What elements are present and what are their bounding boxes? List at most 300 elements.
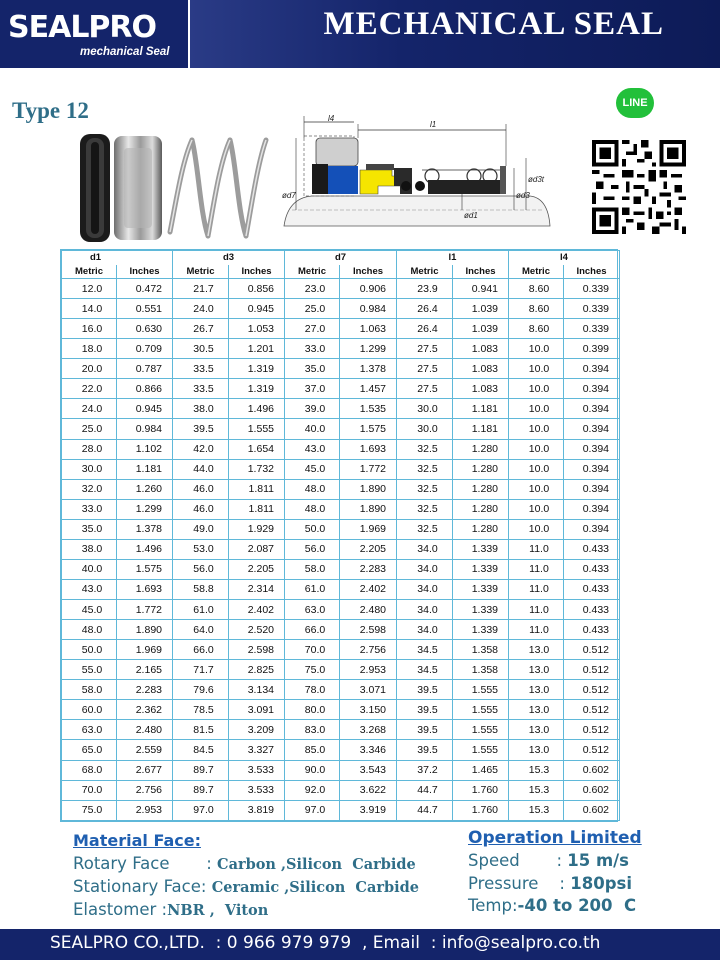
table-cell: 3.533 <box>229 780 285 800</box>
table-cell: 84.5 <box>173 740 229 760</box>
table-cell: 1.339 <box>453 539 509 559</box>
table-row <box>62 640 620 660</box>
table-cell: 33.5 <box>173 379 229 399</box>
table-cell: 48.0 <box>62 620 117 640</box>
table-cell: 2.756 <box>117 780 173 800</box>
table-cell: 1.772 <box>340 459 397 479</box>
product-photo <box>80 132 270 244</box>
table-cell: 1.299 <box>117 499 173 519</box>
table-cell: 3.919 <box>340 800 397 820</box>
table-cell: 10.0 <box>509 419 564 439</box>
table-cell: 1.201 <box>229 339 285 359</box>
table-cell: 3.268 <box>340 720 397 740</box>
table-cell: 1.693 <box>340 439 397 459</box>
table-row <box>62 359 620 379</box>
table-cell: 43.0 <box>285 439 340 459</box>
table-cell: 2.087 <box>229 539 285 559</box>
table-cell: 13.0 <box>509 700 564 720</box>
table-sub-header <box>62 265 620 279</box>
table-cell: 1.693 <box>117 579 173 599</box>
table-row <box>62 399 620 419</box>
table-row <box>62 680 620 700</box>
table-cell: 25.0 <box>285 299 340 319</box>
table-cell: 89.7 <box>173 760 229 780</box>
table-cell: 1.181 <box>117 459 173 479</box>
table-cell: 1.039 <box>453 299 509 319</box>
table-cell: 1.772 <box>117 600 173 620</box>
table-cell: 66.0 <box>173 640 229 660</box>
table-cell: 3.150 <box>340 700 397 720</box>
qr-code-icon[interactable] <box>592 140 686 234</box>
table-cell: 8.60 <box>509 319 564 339</box>
table-group-header <box>62 251 620 265</box>
table-cell: 0.394 <box>564 399 620 419</box>
table-cell: 1.555 <box>453 700 509 720</box>
subheader-inches: Inches <box>564 265 620 279</box>
table-cell: 38.0 <box>62 539 117 559</box>
table-body <box>62 279 620 821</box>
table-cell: 1.496 <box>117 539 173 559</box>
table-cell: 16.0 <box>62 319 117 339</box>
table-cell: 0.945 <box>117 399 173 419</box>
table-cell: 58.8 <box>173 579 229 599</box>
table-cell: 1.280 <box>453 519 509 539</box>
table-cell: 49.0 <box>173 519 229 539</box>
table-cell: 37.2 <box>397 760 453 780</box>
table-cell: 78.0 <box>285 680 340 700</box>
table-cell: 0.394 <box>564 479 620 499</box>
line-icon[interactable]: LINE <box>616 88 654 118</box>
table-cell: 3.209 <box>229 720 285 740</box>
table-cell: 0.941 <box>453 279 509 299</box>
table-cell: 2.402 <box>340 579 397 599</box>
table-cell: 60.0 <box>62 700 117 720</box>
table-cell: 1.083 <box>453 379 509 399</box>
table-cell: 39.0 <box>285 399 340 419</box>
table-cell: 10.0 <box>509 339 564 359</box>
table-cell: 66.0 <box>285 620 340 640</box>
table-cell: 1.465 <box>453 760 509 780</box>
table-cell: 1.378 <box>117 519 173 539</box>
logo-text: SEALPRO <box>8 10 157 45</box>
table-cell: 43.0 <box>62 579 117 599</box>
header-l1: l1 <box>397 251 509 265</box>
table-cell: 1.260 <box>117 479 173 499</box>
table-cell: 48.0 <box>285 479 340 499</box>
table-cell: 1.457 <box>340 379 397 399</box>
table-cell: 92.0 <box>285 780 340 800</box>
table-cell: 1.555 <box>453 680 509 700</box>
rotary-face-label: Rotary Face : <box>73 854 218 873</box>
logo-subtext: mechanical Seal <box>80 46 170 58</box>
table-cell: 33.0 <box>62 499 117 519</box>
table-cell: 83.0 <box>285 720 340 740</box>
table-cell: 13.0 <box>509 640 564 660</box>
table-cell: 3.134 <box>229 680 285 700</box>
table-cell: 44.7 <box>397 780 453 800</box>
table-cell: 1.039 <box>453 319 509 339</box>
subheader-metric: Metric <box>397 265 453 279</box>
table-cell: 27.0 <box>285 319 340 339</box>
table-cell: 2.953 <box>117 800 173 820</box>
table-cell: 48.0 <box>285 499 340 519</box>
table-cell: 64.0 <box>173 620 229 640</box>
table-cell: 79.6 <box>173 680 229 700</box>
table-cell: 10.0 <box>509 479 564 499</box>
table-cell: 18.0 <box>62 339 117 359</box>
table-cell: 34.0 <box>397 620 453 640</box>
stationary-face-label: Stationary Face: <box>73 877 212 896</box>
table-cell: 2.283 <box>340 559 397 579</box>
table-cell: 0.602 <box>564 780 620 800</box>
table-cell: 56.0 <box>285 539 340 559</box>
temp-row <box>468 896 636 915</box>
table-cell: 30.0 <box>62 459 117 479</box>
table-cell: 8.60 <box>509 279 564 299</box>
footer-contact: SEALPRO CO.,LTD. : 0 966 979 979 , Email : info@sealpro.co.th <box>50 933 601 953</box>
rotary-face-row <box>73 854 416 873</box>
table-cell: 58.0 <box>62 680 117 700</box>
subheader-inches: Inches <box>453 265 509 279</box>
table-cell: 30.5 <box>173 339 229 359</box>
speed-row <box>468 851 629 870</box>
table-cell: 3.091 <box>229 700 285 720</box>
table-cell: 2.362 <box>117 700 173 720</box>
subheader-inches: Inches <box>340 265 397 279</box>
dimension-table <box>60 249 618 822</box>
table-cell: 8.60 <box>509 299 564 319</box>
table-cell: 0.512 <box>564 740 620 760</box>
subheader-inches: Inches <box>117 265 173 279</box>
table-cell: 58.0 <box>285 559 340 579</box>
table-cell: 0.394 <box>564 419 620 439</box>
table-cell: 0.945 <box>229 299 285 319</box>
table-row <box>62 539 620 559</box>
table-row <box>62 479 620 499</box>
table-cell: 1.811 <box>229 479 285 499</box>
table-cell: 1.654 <box>229 439 285 459</box>
table-cell: 80.0 <box>285 700 340 720</box>
table-cell: 0.394 <box>564 439 620 459</box>
table-cell: 0.602 <box>564 760 620 780</box>
table-cell: 40.0 <box>62 559 117 579</box>
table-cell: 0.602 <box>564 800 620 820</box>
table-row <box>62 499 620 519</box>
table-cell: 0.630 <box>117 319 173 339</box>
table-cell: 10.0 <box>509 399 564 419</box>
table-row <box>62 339 620 359</box>
table-cell: 20.0 <box>62 359 117 379</box>
table-cell: 38.0 <box>173 399 229 419</box>
table-cell: 56.0 <box>173 559 229 579</box>
table-cell: 0.906 <box>340 279 397 299</box>
table-cell: 78.5 <box>173 700 229 720</box>
table-cell: 28.0 <box>62 439 117 459</box>
table-cell: 2.205 <box>229 559 285 579</box>
table-cell: 70.0 <box>285 640 340 660</box>
table-row <box>62 279 620 299</box>
table-cell: 1.083 <box>453 339 509 359</box>
table-cell: 44.0 <box>173 459 229 479</box>
table-cell: 40.0 <box>285 419 340 439</box>
table-cell: 35.0 <box>285 359 340 379</box>
table-cell: 1.280 <box>453 499 509 519</box>
table-cell: 0.512 <box>564 640 620 660</box>
table-row <box>62 600 620 620</box>
table-row <box>62 720 620 740</box>
table-cell: 42.0 <box>173 439 229 459</box>
table-cell: 44.7 <box>397 800 453 820</box>
table-cell: 55.0 <box>62 660 117 680</box>
table-cell: 1.496 <box>229 399 285 419</box>
label-d7: ød7 <box>282 191 296 200</box>
table-cell: 2.165 <box>117 660 173 680</box>
table-cell: 33.0 <box>285 339 340 359</box>
speed-label: Speed : <box>468 851 568 870</box>
table-cell: 23.9 <box>397 279 453 299</box>
table-cell: 11.0 <box>509 600 564 620</box>
table-cell: 0.856 <box>229 279 285 299</box>
table-cell: 50.0 <box>285 519 340 539</box>
operation-title: Operation Limited <box>468 828 642 848</box>
table-cell: 34.5 <box>397 640 453 660</box>
table-cell: 1.555 <box>453 720 509 740</box>
table-cell: 1.339 <box>453 579 509 599</box>
subheader-metric: Metric <box>509 265 564 279</box>
table-cell: 10.0 <box>509 359 564 379</box>
table-cell: 0.394 <box>564 379 620 399</box>
table-cell: 1.575 <box>340 419 397 439</box>
table-cell: 2.953 <box>340 660 397 680</box>
subheader-metric: Metric <box>285 265 340 279</box>
table-cell: 2.402 <box>229 600 285 620</box>
table-cell: 32.5 <box>397 519 453 539</box>
table-cell: 1.102 <box>117 439 173 459</box>
header-l4: l4 <box>509 251 620 265</box>
table-row <box>62 579 620 599</box>
table-cell: 34.0 <box>397 559 453 579</box>
table-cell: 75.0 <box>62 800 117 820</box>
header-d7: d7 <box>285 251 397 265</box>
table-cell: 45.0 <box>285 459 340 479</box>
table-cell: 39.5 <box>397 720 453 740</box>
table-cell: 10.0 <box>509 519 564 539</box>
table-cell: 27.5 <box>397 359 453 379</box>
table-cell: 0.984 <box>340 299 397 319</box>
table-cell: 0.512 <box>564 680 620 700</box>
footer <box>0 929 720 960</box>
table-cell: 3.543 <box>340 760 397 780</box>
table-cell: 27.5 <box>397 379 453 399</box>
table-cell: 0.512 <box>564 660 620 680</box>
table-cell: 22.0 <box>62 379 117 399</box>
title-bar <box>190 0 720 68</box>
table-cell: 13.0 <box>509 740 564 760</box>
subheader-metric: Metric <box>62 265 117 279</box>
table-cell: 14.0 <box>62 299 117 319</box>
table-cell: 10.0 <box>509 459 564 479</box>
table-cell: 1.760 <box>453 800 509 820</box>
table-row <box>62 519 620 539</box>
seal-diagram <box>282 108 552 230</box>
table-cell: 25.0 <box>62 419 117 439</box>
table-cell: 34.0 <box>397 579 453 599</box>
label-d3: ød3 <box>516 191 530 200</box>
table-cell: 10.0 <box>509 379 564 399</box>
table-cell: 1.378 <box>340 359 397 379</box>
table-cell: 39.5 <box>173 419 229 439</box>
table-cell: 0.433 <box>564 620 620 640</box>
table-cell: 2.559 <box>117 740 173 760</box>
table-cell: 45.0 <box>62 600 117 620</box>
table-cell: 1.319 <box>229 359 285 379</box>
table-cell: 30.0 <box>397 399 453 419</box>
header <box>0 0 720 68</box>
table-cell: 2.283 <box>117 680 173 700</box>
table-cell: 0.339 <box>564 319 620 339</box>
table-cell: 37.0 <box>285 379 340 399</box>
table-cell: 3.819 <box>229 800 285 820</box>
table-cell: 13.0 <box>509 720 564 740</box>
table-cell: 85.0 <box>285 740 340 760</box>
table-cell: 2.825 <box>229 660 285 680</box>
table-cell: 15.3 <box>509 800 564 820</box>
table-cell: 32.5 <box>397 439 453 459</box>
table-row <box>62 620 620 640</box>
table-cell: 1.053 <box>229 319 285 339</box>
table-cell: 0.433 <box>564 559 620 579</box>
table-cell: 34.0 <box>397 539 453 559</box>
label-d1: ød1 <box>464 211 478 220</box>
table-cell: 24.0 <box>62 399 117 419</box>
stationary-face-row <box>73 877 419 896</box>
table-cell: 1.319 <box>229 379 285 399</box>
table-cell: 71.7 <box>173 660 229 680</box>
table-cell: 1.890 <box>340 479 397 499</box>
table-cell: 0.472 <box>117 279 173 299</box>
table-cell: 1.890 <box>117 620 173 640</box>
elastomer-row <box>73 900 268 919</box>
table-cell: 1.339 <box>453 559 509 579</box>
table-cell: 2.598 <box>229 640 285 660</box>
table-cell: 3.346 <box>340 740 397 760</box>
table-cell: 32.0 <box>62 479 117 499</box>
logo <box>0 0 188 68</box>
label-d3t: ød3t <box>528 175 545 184</box>
pressure-value: 180psi <box>570 874 632 893</box>
table-cell: 68.0 <box>62 760 117 780</box>
table-cell: 1.358 <box>453 640 509 660</box>
label-l4: l4 <box>328 114 335 123</box>
table-cell: 97.0 <box>173 800 229 820</box>
table-row <box>62 379 620 399</box>
temp-value: -40 to 200 C <box>517 896 637 915</box>
table-cell: 89.7 <box>173 780 229 800</box>
table-cell: 39.5 <box>397 700 453 720</box>
table-cell: 1.555 <box>229 419 285 439</box>
page-title: MECHANICAL SEAL <box>323 6 664 42</box>
table-cell: 24.0 <box>173 299 229 319</box>
table-row <box>62 419 620 439</box>
table-cell: 61.0 <box>173 600 229 620</box>
table-cell: 2.205 <box>340 539 397 559</box>
table-row <box>62 780 620 800</box>
table-cell: 21.7 <box>173 279 229 299</box>
table-cell: 65.0 <box>62 740 117 760</box>
table-cell: 46.0 <box>173 479 229 499</box>
table-cell: 2.480 <box>340 600 397 620</box>
header-d1: d1 <box>62 251 173 265</box>
table-cell: 50.0 <box>62 640 117 660</box>
table-cell: 11.0 <box>509 620 564 640</box>
table-cell: 2.520 <box>229 620 285 640</box>
table-cell: 46.0 <box>173 499 229 519</box>
table-cell: 13.0 <box>509 680 564 700</box>
label-l1: l1 <box>430 120 437 129</box>
material-title: Material Face: <box>73 831 201 850</box>
table-row <box>62 319 620 339</box>
table-cell: 0.866 <box>117 379 173 399</box>
table-cell: 1.280 <box>453 459 509 479</box>
stationary-face-value: Ceramic ,Silicon Carbide <box>211 879 419 896</box>
elastomer-value: NBR , Viton <box>167 902 269 919</box>
table-cell: 2.756 <box>340 640 397 660</box>
table-cell: 2.677 <box>117 760 173 780</box>
table-cell: 0.394 <box>564 459 620 479</box>
table-cell: 1.181 <box>453 419 509 439</box>
table-cell: 0.394 <box>564 519 620 539</box>
table-cell: 32.5 <box>397 499 453 519</box>
table-cell: 3.622 <box>340 780 397 800</box>
table-row <box>62 299 620 319</box>
table-cell: 1.280 <box>453 439 509 459</box>
table-cell: 0.433 <box>564 539 620 559</box>
table-cell: 1.929 <box>229 519 285 539</box>
elastomer-label: Elastomer : <box>73 900 168 919</box>
table-row <box>62 660 620 680</box>
pressure-row <box>468 874 632 893</box>
table-cell: 63.0 <box>285 600 340 620</box>
rotary-face-value: Carbon ,Silicon Carbide <box>217 856 416 873</box>
table-cell: 34.5 <box>397 660 453 680</box>
table-cell: 11.0 <box>509 559 564 579</box>
table-cell: 0.339 <box>564 279 620 299</box>
table-cell: 32.5 <box>397 479 453 499</box>
table-cell: 1.555 <box>453 740 509 760</box>
table-cell: 81.5 <box>173 720 229 740</box>
table-cell: 26.7 <box>173 319 229 339</box>
table-cell: 0.433 <box>564 579 620 599</box>
table-cell: 12.0 <box>62 279 117 299</box>
table-cell: 3.071 <box>340 680 397 700</box>
table-cell: 15.3 <box>509 760 564 780</box>
table-cell: 0.433 <box>564 600 620 620</box>
table-cell: 1.358 <box>453 660 509 680</box>
table-row <box>62 800 620 820</box>
table-cell: 13.0 <box>509 660 564 680</box>
table-cell: 2.480 <box>117 720 173 740</box>
table-cell: 1.760 <box>453 780 509 800</box>
table-cell: 90.0 <box>285 760 340 780</box>
table-cell: 26.4 <box>397 319 453 339</box>
table-cell: 63.0 <box>62 720 117 740</box>
table-cell: 0.339 <box>564 299 620 319</box>
table-cell: 1.339 <box>453 600 509 620</box>
table-row <box>62 439 620 459</box>
table-cell: 70.0 <box>62 780 117 800</box>
table-cell: 34.0 <box>397 600 453 620</box>
table-cell: 39.5 <box>397 740 453 760</box>
